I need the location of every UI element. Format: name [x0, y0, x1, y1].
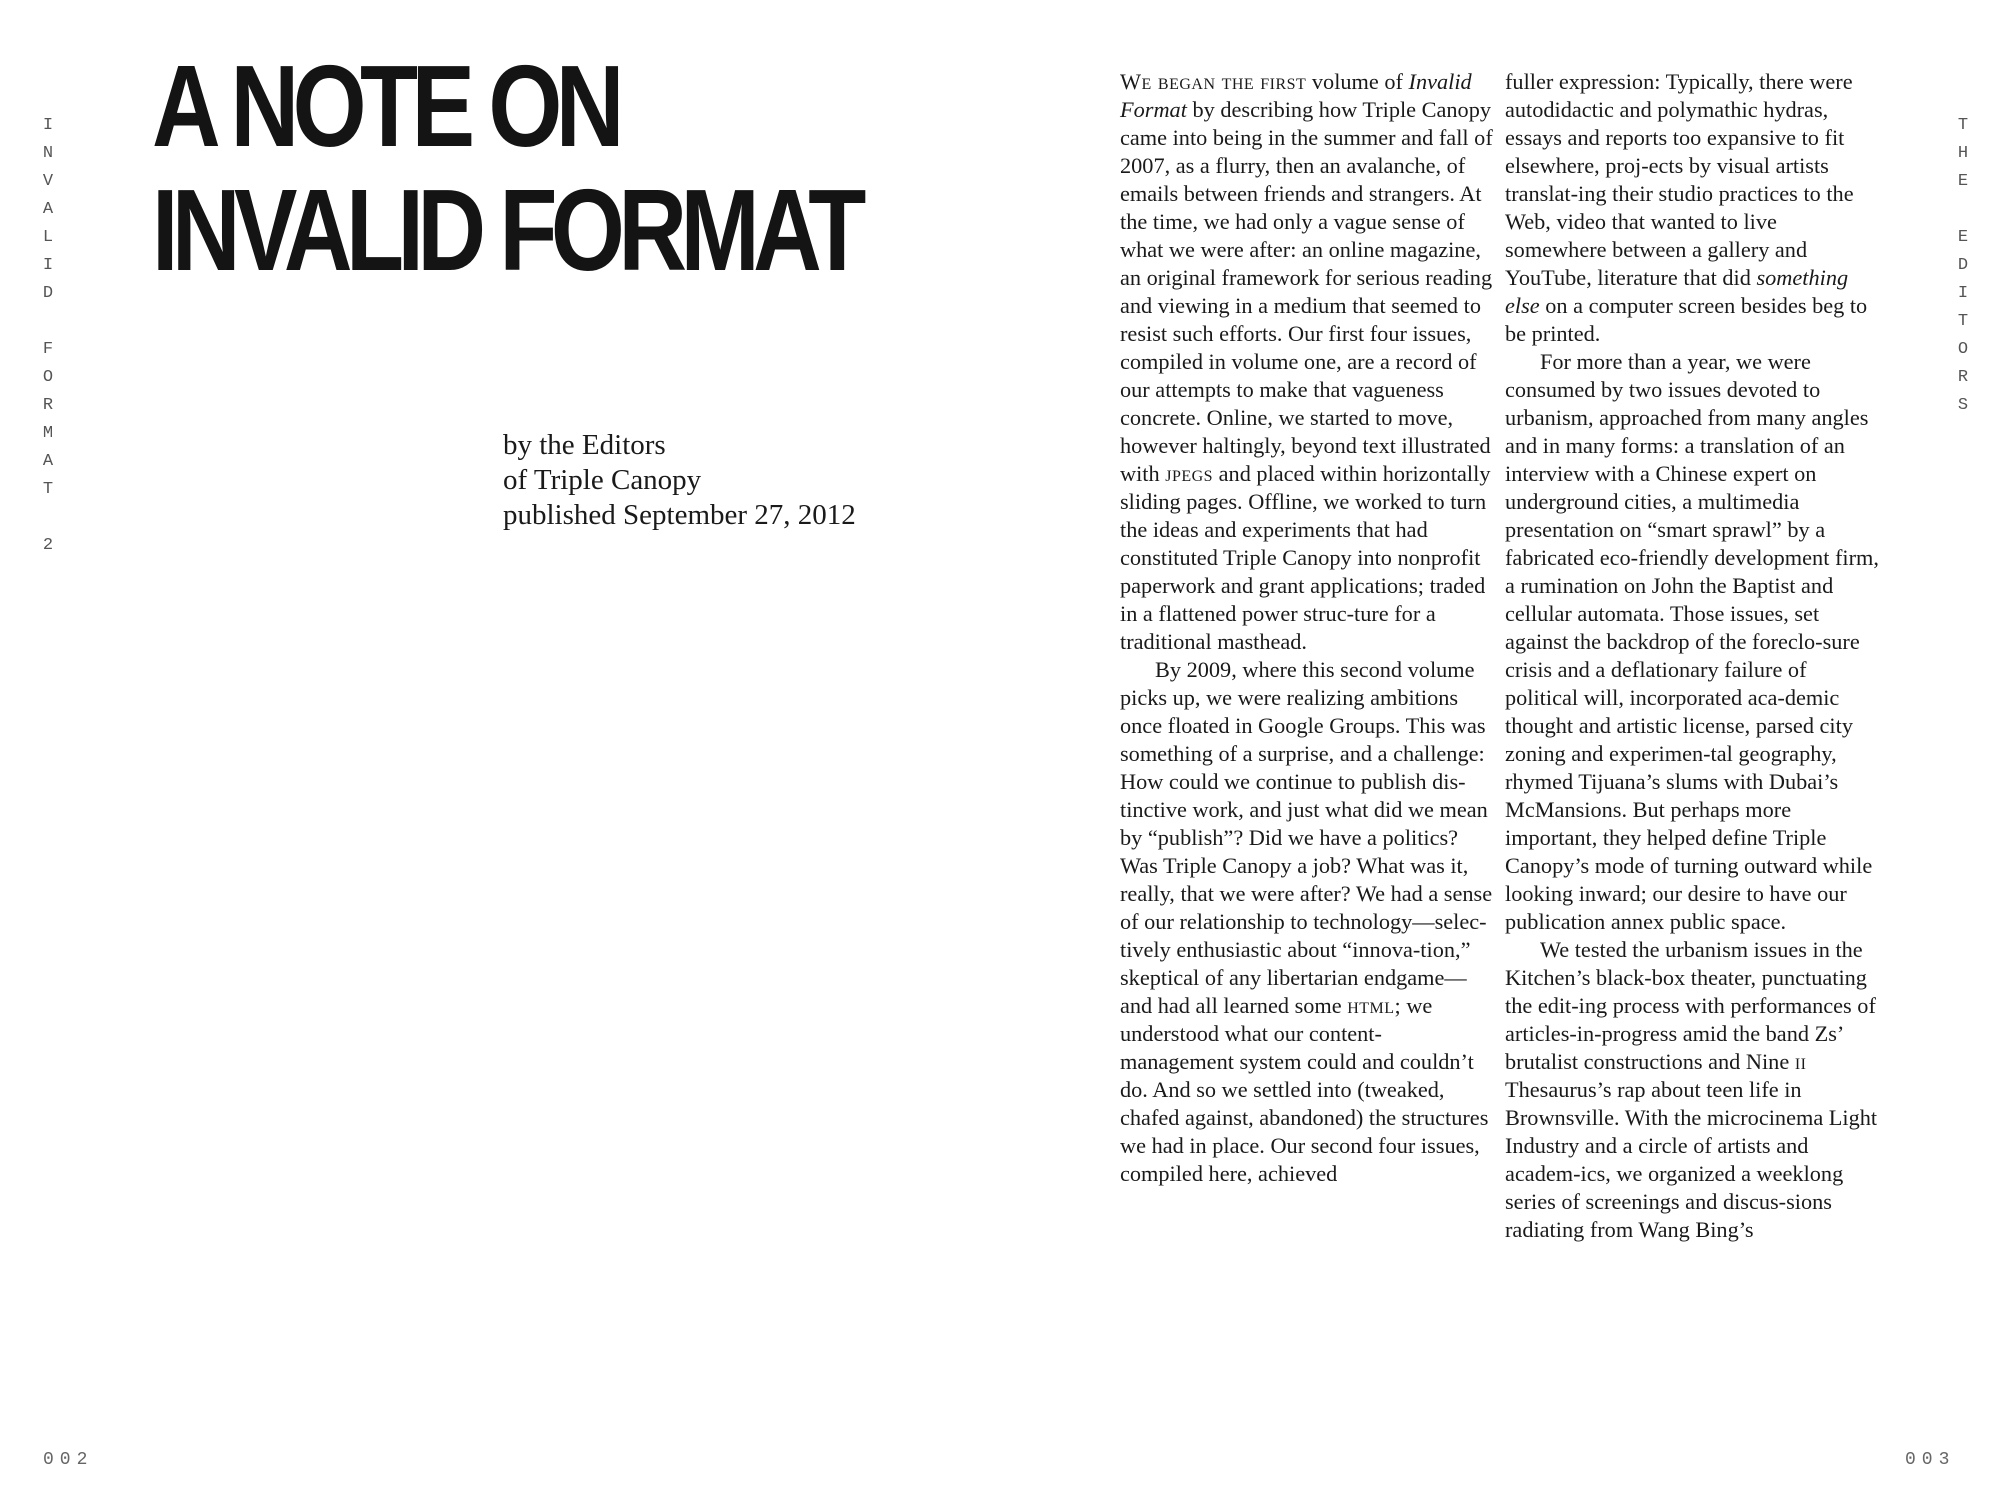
spine-right-letter: O: [1957, 340, 1969, 359]
text-run: ; we understood what our content-management system could and couldn’t do. And so we settled into (tweaked, chafed against, abandoned) the structures we had in place. Our second four issues, compiled here, achieved: [1120, 993, 1489, 1186]
italic-title: Invalid Format: [1120, 69, 1472, 122]
spine-left-letter: F: [42, 340, 54, 359]
text-run: Thesaurus’s rap about teen life in Brownsville. With the microcinema Light Industry and a circle of artists and academ-ics, we organized a weeklong series of screenings and discus-sions radiating from Wang Bing’s: [1505, 1077, 1878, 1242]
spine-right-letter: T: [1957, 116, 1969, 135]
spine-running-author: [1951, 112, 1975, 420]
spine-left-letter: I: [42, 256, 54, 275]
spine-right-letter: T: [1957, 312, 1969, 331]
smallcaps-term: ii: [1794, 1049, 1807, 1074]
spine-right-letter: H: [1957, 144, 1969, 163]
body-paragraph-1: [1120, 68, 1495, 656]
spine-left-letter: T: [42, 480, 54, 499]
page-number-right: 003: [1905, 1450, 1956, 1470]
lead-in: We began the first: [1120, 69, 1307, 94]
spine-left-letter: R: [42, 396, 54, 415]
spine-right-letter: R: [1957, 368, 1969, 387]
spine-left-letter: A: [42, 452, 54, 471]
byline-author: by the Editors: [503, 429, 666, 461]
text-run: By 2009, where this second volume picks up, we were realizing ambitions once floated in Google Groups. This was something of a surprise, and a challenge: How could we continue to publish dis-tinctive work, and just what did we mean by “publish”? Did we have a politics? Was Triple Canopy a job? What was it, really, that we were after? We had a sense of our relationship to technology—selec-tively enthusiastic about “innova-tion,” skeptical of any libertarian endgame—and had all learned some: [1120, 657, 1493, 1018]
spine-left-letter: L: [42, 228, 54, 247]
spine-left-letter: 2: [42, 536, 54, 555]
italic-phrase: something else: [1505, 265, 1849, 318]
title-line-2: INVALID FORMAT: [152, 165, 860, 295]
spine-running-title: [36, 112, 60, 560]
text-run: volume of: [1306, 69, 1409, 94]
spine-gap: [1951, 196, 1975, 224]
spine-right-letter: E: [1957, 228, 1969, 247]
title-line-1: A NOTE ON: [152, 41, 618, 171]
spine-gap: [36, 504, 60, 532]
spine-left-letter: I: [42, 116, 54, 135]
body-paragraph-4: For more than a year, we were consumed by two issues devoted to urbanism, approached from many angles and in many forms: a translation of an interview with a Chinese expert on underground cities, a multimedia presentation on “smart sprawl” by a fabricated eco-friendly development firm, a rumination on John the Baptist and cellular automata. Those issues, set against the backdrop of the foreclo-sure crisis and a deflationary failure of political will, incorporated aca-demic thought and artistic license, parsed city zoning and experimen-tal geography, rhymed Tijuana’s slums with Dubai’s McMansions. But perhaps more important, they helped define Triple Canopy’s mode of turning outward while looking inward; our desire to have our publication annex public space.: [1505, 349, 1879, 934]
text-run: We tested the urbanism issues in the Kitchen’s black-box theater, punctuating the edit-ing process with performances of articles-in-progress amid the band Zs’ brutalist constructions and Nine: [1505, 937, 1876, 1074]
smallcaps-term: jpegs: [1165, 461, 1214, 486]
spine-left-letter: N: [42, 144, 54, 163]
page-title: [152, 41, 860, 295]
spine-right-letter: D: [1957, 256, 1969, 275]
byline-publisher: of Triple Canopy: [503, 464, 702, 496]
body-column-2: [1505, 68, 1880, 1244]
text-run: by describing how Triple Canopy came into being in the summer and fall of 2007, as a flurry, then an avalanche, of emails between friends and strangers. At the time, we had only a vague sense of what we were after: an online magazine, an original framework for serious reading and viewing in a medium that seemed to resist such efforts. Our first four issues, compiled in volume one, are a record of our attempts to make that vagueness concrete. Online, we started to move, however haltingly, beyond text illustrated with: [1120, 97, 1493, 486]
spine-left-letter: M: [42, 424, 54, 443]
spine-left-letter: O: [42, 368, 54, 387]
text-run: on a computer screen besides beg to be printed.: [1505, 293, 1868, 346]
spine-gap: [36, 308, 60, 336]
byline-date: published September 27, 2012: [503, 499, 856, 531]
spine-left-letter: V: [42, 172, 54, 191]
body-column-1: [1120, 68, 1495, 1188]
spine-left-letter: D: [42, 284, 54, 303]
smallcaps-term: html: [1347, 993, 1395, 1018]
spine-left-letter: A: [42, 200, 54, 219]
text-run: and placed within horizontally sliding pages. Offline, we worked to turn the ideas and experiments that had constituted Triple Canopy into nonprofit paperwork and grant applications; traded in a flattened power struc-ture for a traditional masthead.: [1120, 461, 1491, 654]
byline: [503, 428, 856, 533]
body-paragraph-5: [1505, 936, 1880, 1244]
body-paragraph-2: [1120, 656, 1495, 1188]
body-paragraph-3: [1505, 68, 1880, 348]
spine-right-letter: S: [1957, 396, 1969, 415]
spine-right-letter: I: [1957, 284, 1969, 303]
page-number-left: 002: [43, 1450, 94, 1470]
text-run: fuller expression: Typically, there were autodidactic and polymathic hydras, essays and reports too expansive to fit elsewhere, proj-ects by visual artists translat-ing their studio practices to the Web, video that wanted to live somewhere between a gallery and YouTube, literature that did: [1505, 69, 1854, 290]
spine-right-letter: E: [1957, 172, 1969, 191]
